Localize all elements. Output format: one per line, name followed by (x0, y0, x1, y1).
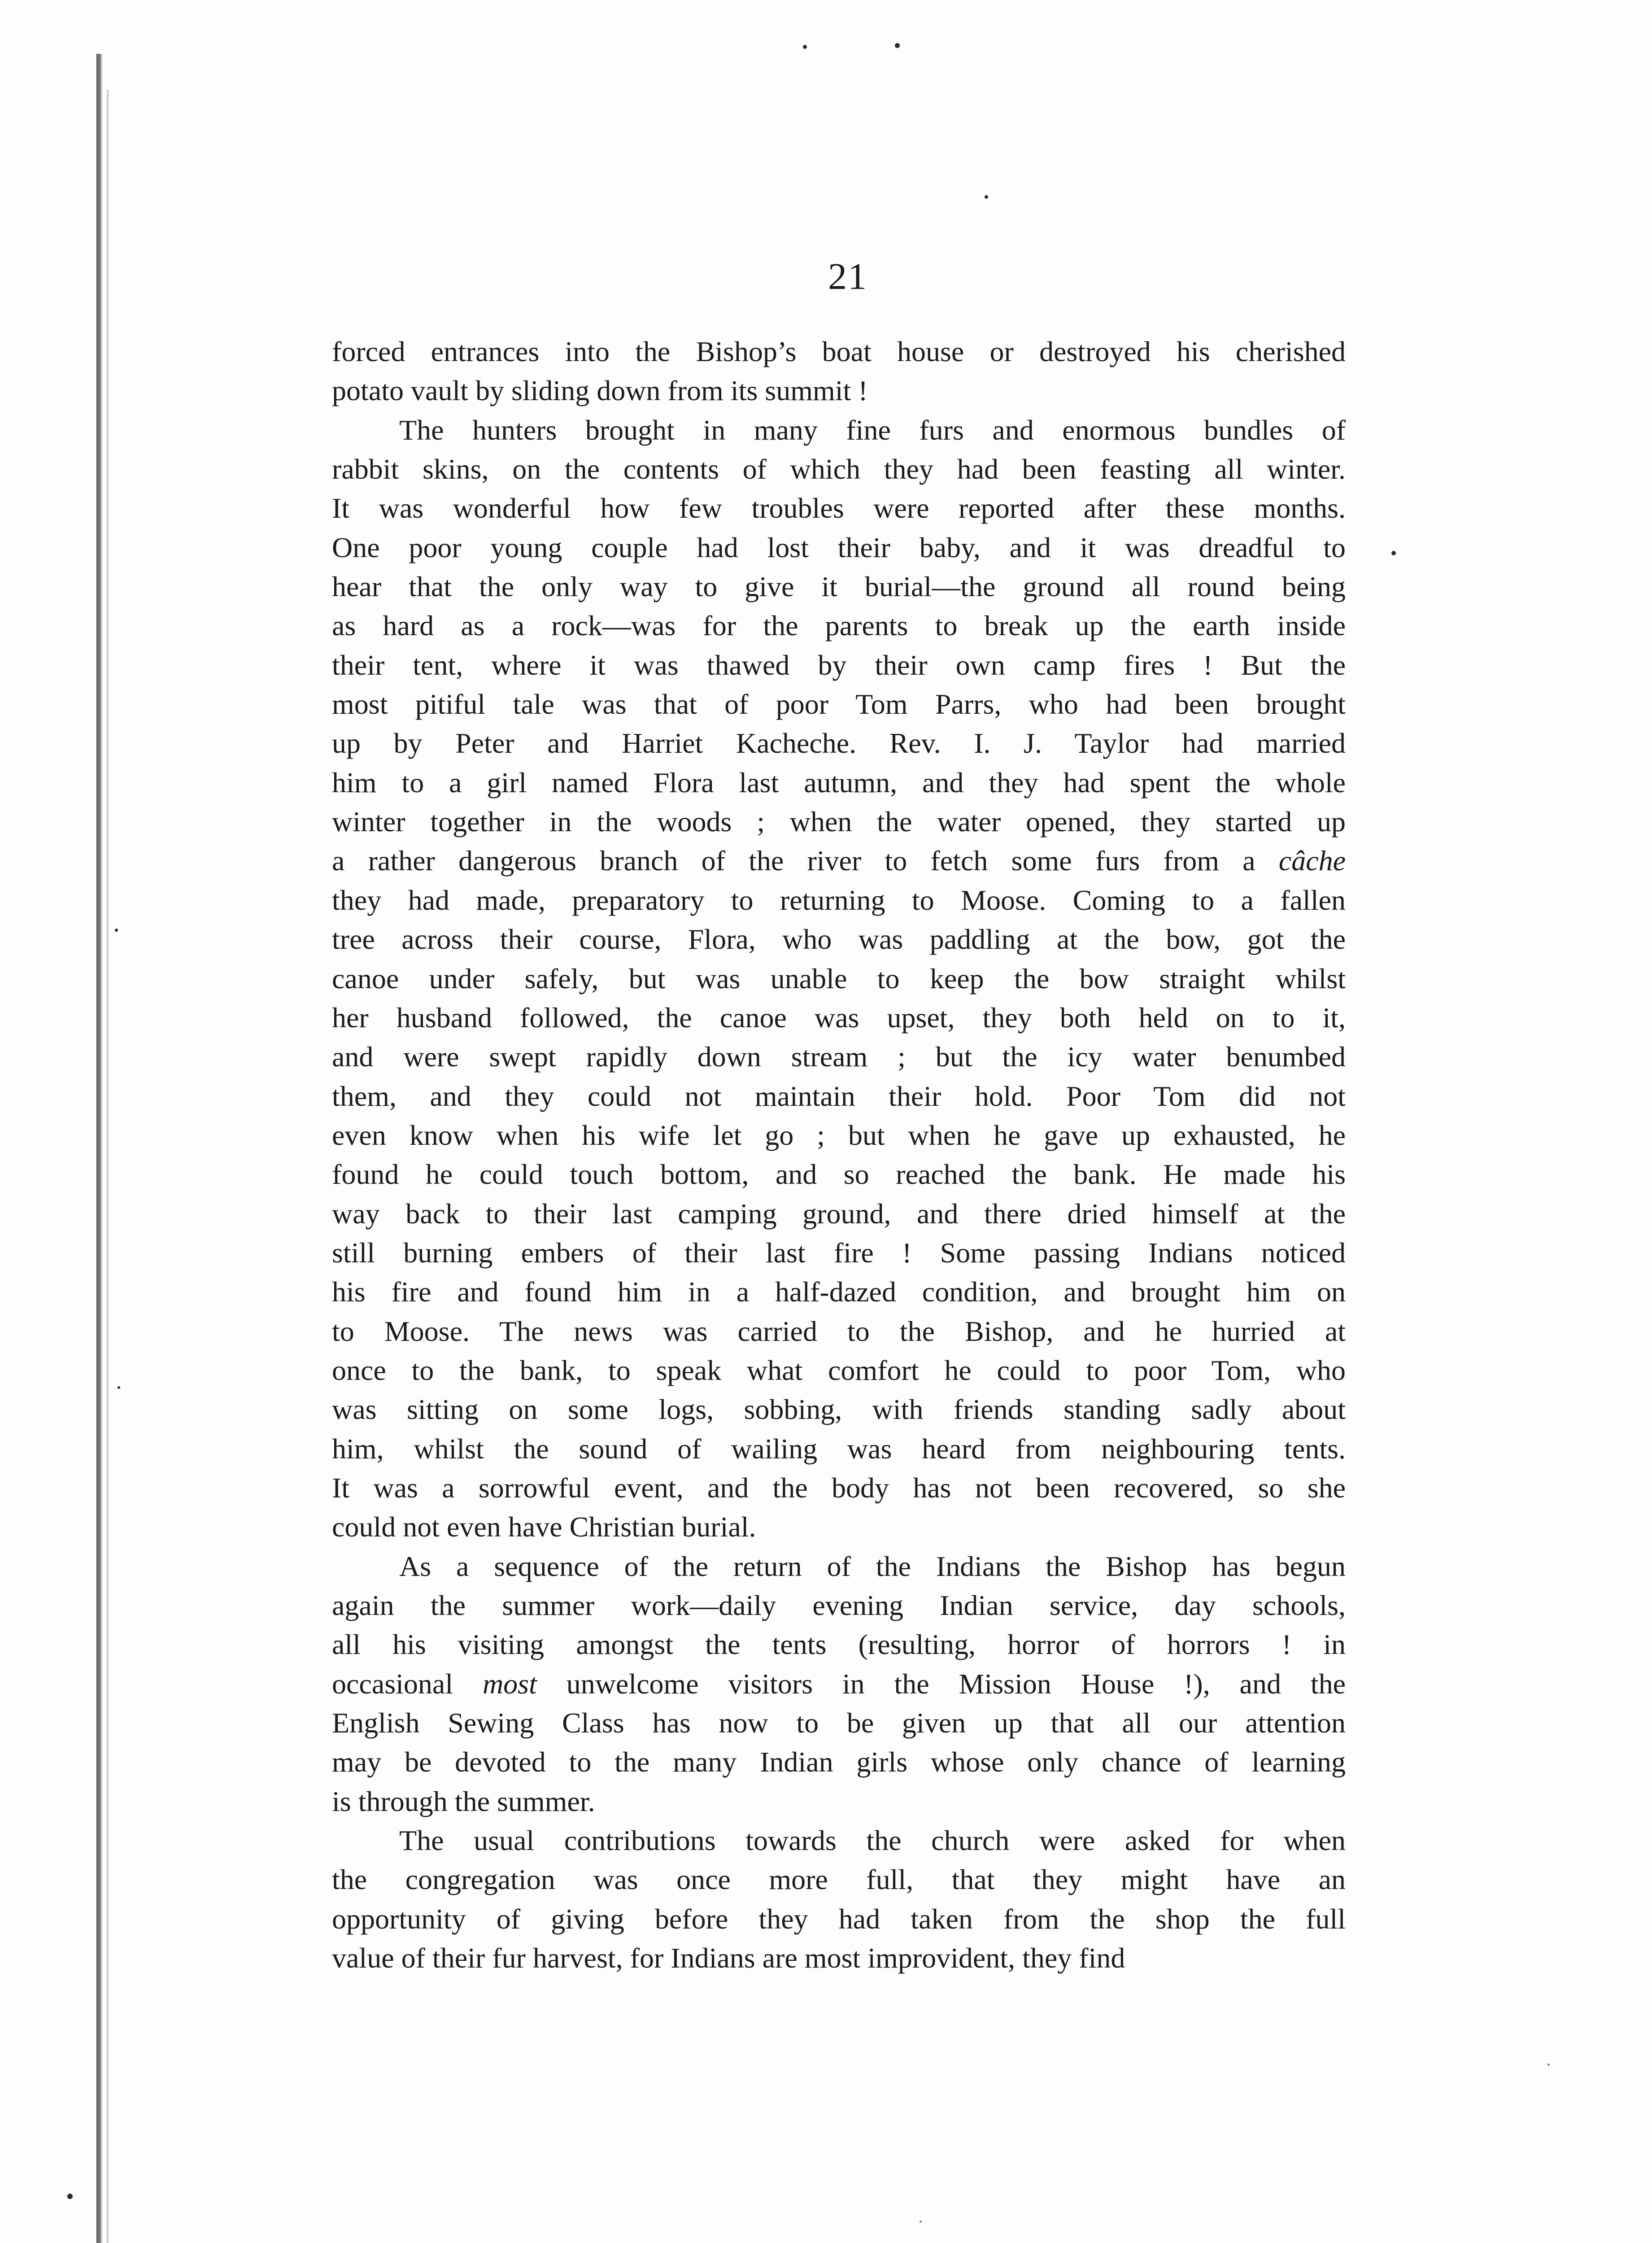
text-line: value of their fur harvest, for Indians are most improvident, they find (332, 1942, 1125, 1974)
text-line: and were swept rapidly down stream ; but the icy water benumbed (332, 1041, 1346, 1073)
text-line: their tent, where it was thawed by their own camp fires ! But the (332, 649, 1346, 681)
scan-speck (1391, 551, 1396, 555)
text-line: they had made, preparatory to returning to Moose. Coming to a fallen (332, 884, 1346, 916)
text-line: is through the summer. (332, 1785, 595, 1817)
text-line: the congregation was once more full, that they might have an (332, 1863, 1346, 1896)
scan-speck (1547, 2064, 1550, 2066)
text-line: was sitting on some logs, sobbing, with friends standing sadly about (332, 1393, 1346, 1426)
text-line: It was a sorrowful event, and the body has not been recovered, so she (332, 1471, 1346, 1504)
scan-speck (895, 43, 900, 48)
text-line: found he could touch bottom, and so reached the bank. He made his (332, 1158, 1346, 1191)
text-line: One poor young couple had lost their baby, and it was dreadful to (332, 531, 1346, 563)
text-line: most pitiful tale was that of poor Tom Parrs, who had been brought (332, 688, 1346, 720)
paragraph (332, 410, 1346, 1547)
paragraph (332, 1821, 1346, 1977)
text-line: rabbit skins, on the contents of which they had been feasting all winter. (332, 453, 1346, 485)
text-line: The usual contributions towards the church were asked for when (399, 1824, 1346, 1857)
italic-word: most (482, 1667, 537, 1700)
binding-edge-line (107, 90, 109, 2243)
scan-speck (920, 2221, 922, 2223)
text-line: As a sequence of the return of the Indians the Bishop has begun (399, 1550, 1346, 1582)
body-text (332, 332, 1346, 1977)
text-line: forced entrances into the Bishop’s boat house or destroyed his cherished (332, 336, 1346, 367)
text-line: hear that the only way to give it burial—the ground all round being (332, 571, 1346, 603)
text-line: potato vault by sliding down from its summit ! (332, 375, 868, 407)
text-line: still burning embers of their last fire ! Some passing Indians noticed (332, 1236, 1346, 1269)
text-line: to Moose. The news was carried to the Bishop, and he hurried at (332, 1315, 1346, 1347)
text-line: The hunters brought in many fine furs and enormous bundles of (399, 414, 1346, 446)
paragraph (332, 332, 1346, 410)
text-line: as hard as a rock—was for the parents to break up the earth inside (332, 610, 1346, 642)
text-line: opportunity of giving before they had taken from the shop the full (332, 1903, 1346, 1935)
text-line: could not even have Christian burial. (332, 1511, 756, 1543)
text-line: English Sewing Class has now to be given up that all our attention (332, 1707, 1346, 1739)
text-line: a rather dangerous branch of the river to fetch some furs from a câche (332, 845, 1346, 877)
binding-edge-shadow (96, 54, 103, 2243)
scan-speck (118, 1386, 120, 1389)
text-line: winter together in the woods ; when the water opened, they started up (332, 806, 1346, 838)
text-line: him to a girl named Flora last autumn, and they had spent the whole (332, 766, 1346, 799)
text-line: all his visiting amongst the tents (resulting, horror of horrors ! in (332, 1628, 1346, 1661)
text-line: his fire and found him in a half-dazed condition, and brought him on (332, 1276, 1346, 1308)
scan-speck (985, 195, 988, 199)
text-line: him, whilst the sound of wailing was heard from neighbouring tents. (332, 1432, 1346, 1465)
italic-word: câche (1278, 845, 1346, 877)
text-line: even know when his wife let go ; but when he gave up exhausted, he (332, 1119, 1346, 1151)
scan-speck (67, 2194, 73, 2199)
text-line: It was wonderful how few troubles were reported after these months. (332, 492, 1346, 524)
text-line: once to the bank, to speak what comfort he could to poor Tom, who (332, 1354, 1346, 1386)
text-line: her husband followed, the canoe was upset, they both held on to it, (332, 1001, 1346, 1034)
paragraph (332, 1547, 1346, 1821)
text-line: up by Peter and Harriet Kacheche. Rev. I. J. Taylor had married (332, 727, 1346, 759)
scan-speck (115, 929, 118, 932)
text-line: canoe under safely, but was unable to keep the bow straight whilst (332, 962, 1346, 995)
text-line: way back to their last camping ground, and there dried himself at the (332, 1197, 1346, 1230)
text-line: tree across their course, Flora, who was paddling at the bow, got the (332, 923, 1346, 956)
text-line: occasional most unwelcome visitors in the Mission House !), and the (332, 1667, 1346, 1700)
text-line: may be devoted to the many Indian girls whose only chance of learning (332, 1746, 1346, 1778)
scan-speck (803, 45, 807, 49)
text-line: again the summer work—daily evening Indian service, day schools, (332, 1589, 1346, 1621)
text-line: them, and they could not maintain their hold. Poor Tom did not (332, 1080, 1346, 1112)
page-number: 21 (828, 256, 867, 297)
